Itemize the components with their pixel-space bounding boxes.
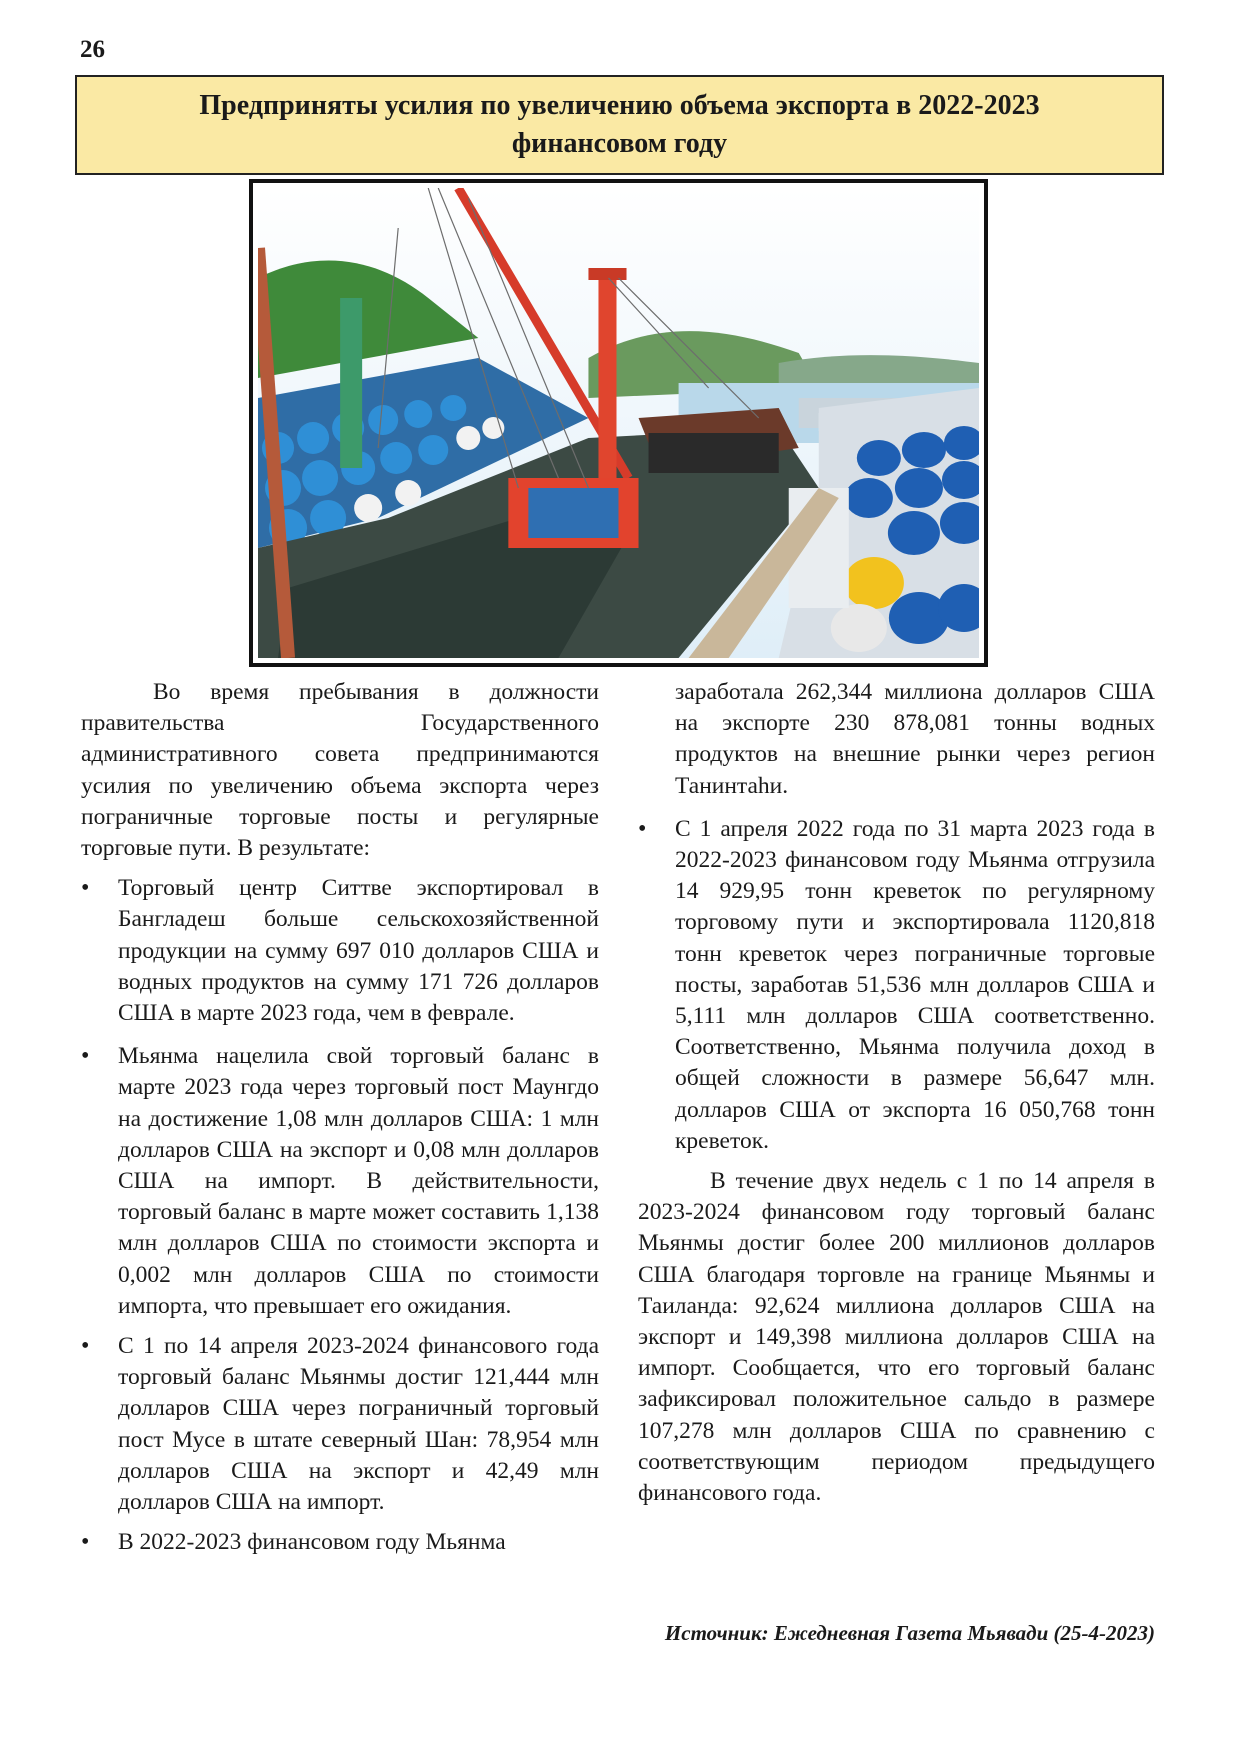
article-photo	[249, 179, 988, 667]
title-banner	[75, 75, 1164, 175]
left-column	[81, 677, 599, 1558]
list-item: • С 1 по 14 апреля 2023-2024 финансового года торговый баланс Мьянмы достиг 121,444 млн долларов США через пограничный торговый пост Мусе в штате северный Шан: 78,954 млн долларов США на экспорт и 42,49 млн долларов США на импорт.	[81, 1331, 599, 1518]
page-number: 26	[80, 36, 105, 63]
port-cargo-ship-photo-icon	[258, 188, 979, 658]
closing-paragraph: В течение двух недель с 1 по 14 апреля в 2023-2024 финансовом году торговый баланс Мьянмы достиг более 200 миллионов долларов США благодаря торговле на границе Мьянмы и Таиланда: 92,624 миллиона долларов США на экспорт и 149,398 миллиона долларов США на импорт. Сообщается, что его торговый баланс зафиксировал положительное сальдо в размере 107,278 млн долларов США по сравнению с соответствующим периодом предыдущего финансового года.	[638, 1168, 1155, 1507]
list-item: • Мьянма нацелила свой торговый баланс в марте 2023 года через торговый пост Маунгдо на достижение 1,08 млн долларов США: 1 млн долларов США на экспорт и 0,08 млн долларов США на импорт. В действительности, торговый баланс в марте может составить 1,138 млн долларов США по стоимости экспорта и 0,002 млн долларов США по стоимости импорта, что превышает его ожидания.	[81, 1041, 599, 1322]
right-bullet-list	[638, 814, 1155, 1157]
list-item: • В 2022-2023 финансовом году Мьянма	[81, 1527, 599, 1558]
intro-paragraph: Во время пребывания в должности правительства Государственного административного совета предпринимаются усилия по увеличению объема экспорта через пограничные торговые посты и регулярные торговые пути. В результате:	[81, 679, 599, 862]
continuation-paragraph: заработала 262,344 миллиона долларов США на экспорте 230 878,081 тонны водных продуктов на внешние рынки через регион Танинтаhи.	[675, 679, 1155, 799]
page-title: Предприняты усилия по увеличению объема экспорта в 2022-2023 финансовом году	[199, 90, 1040, 159]
right-column	[638, 677, 1155, 1509]
left-bullet-list	[81, 873, 599, 1558]
source-credit: Источник: Ежедневная Газета Мьявади (25-4-2023)	[664, 1621, 1155, 1645]
list-item: • С 1 апреля 2022 года по 31 марта 2023 года в 2022-2023 финансовом году Мьянма отгрузила 14 929,95 тонн креветок по регулярному торговому пути и экспортировала 1120,818 тонн креветок через пограничные торговые посты, заработав 51,536 млн долларов США и 5,111 млн долларов США соответственно. Соответственно, Мьянма получила доход в общей сложности в размере 56,647 млн. долларов США от экспорта 16 050,768 тонн креветок.	[638, 814, 1155, 1157]
list-item: • Торговый центр Ситтве экспортировал в Бангладеш больше сельскохозяйственной продукции на сумму 697 010 долларов США и водных продуктов на сумму 171 726 долларов США в марте 2023 года, чем в феврале.	[81, 873, 599, 1029]
